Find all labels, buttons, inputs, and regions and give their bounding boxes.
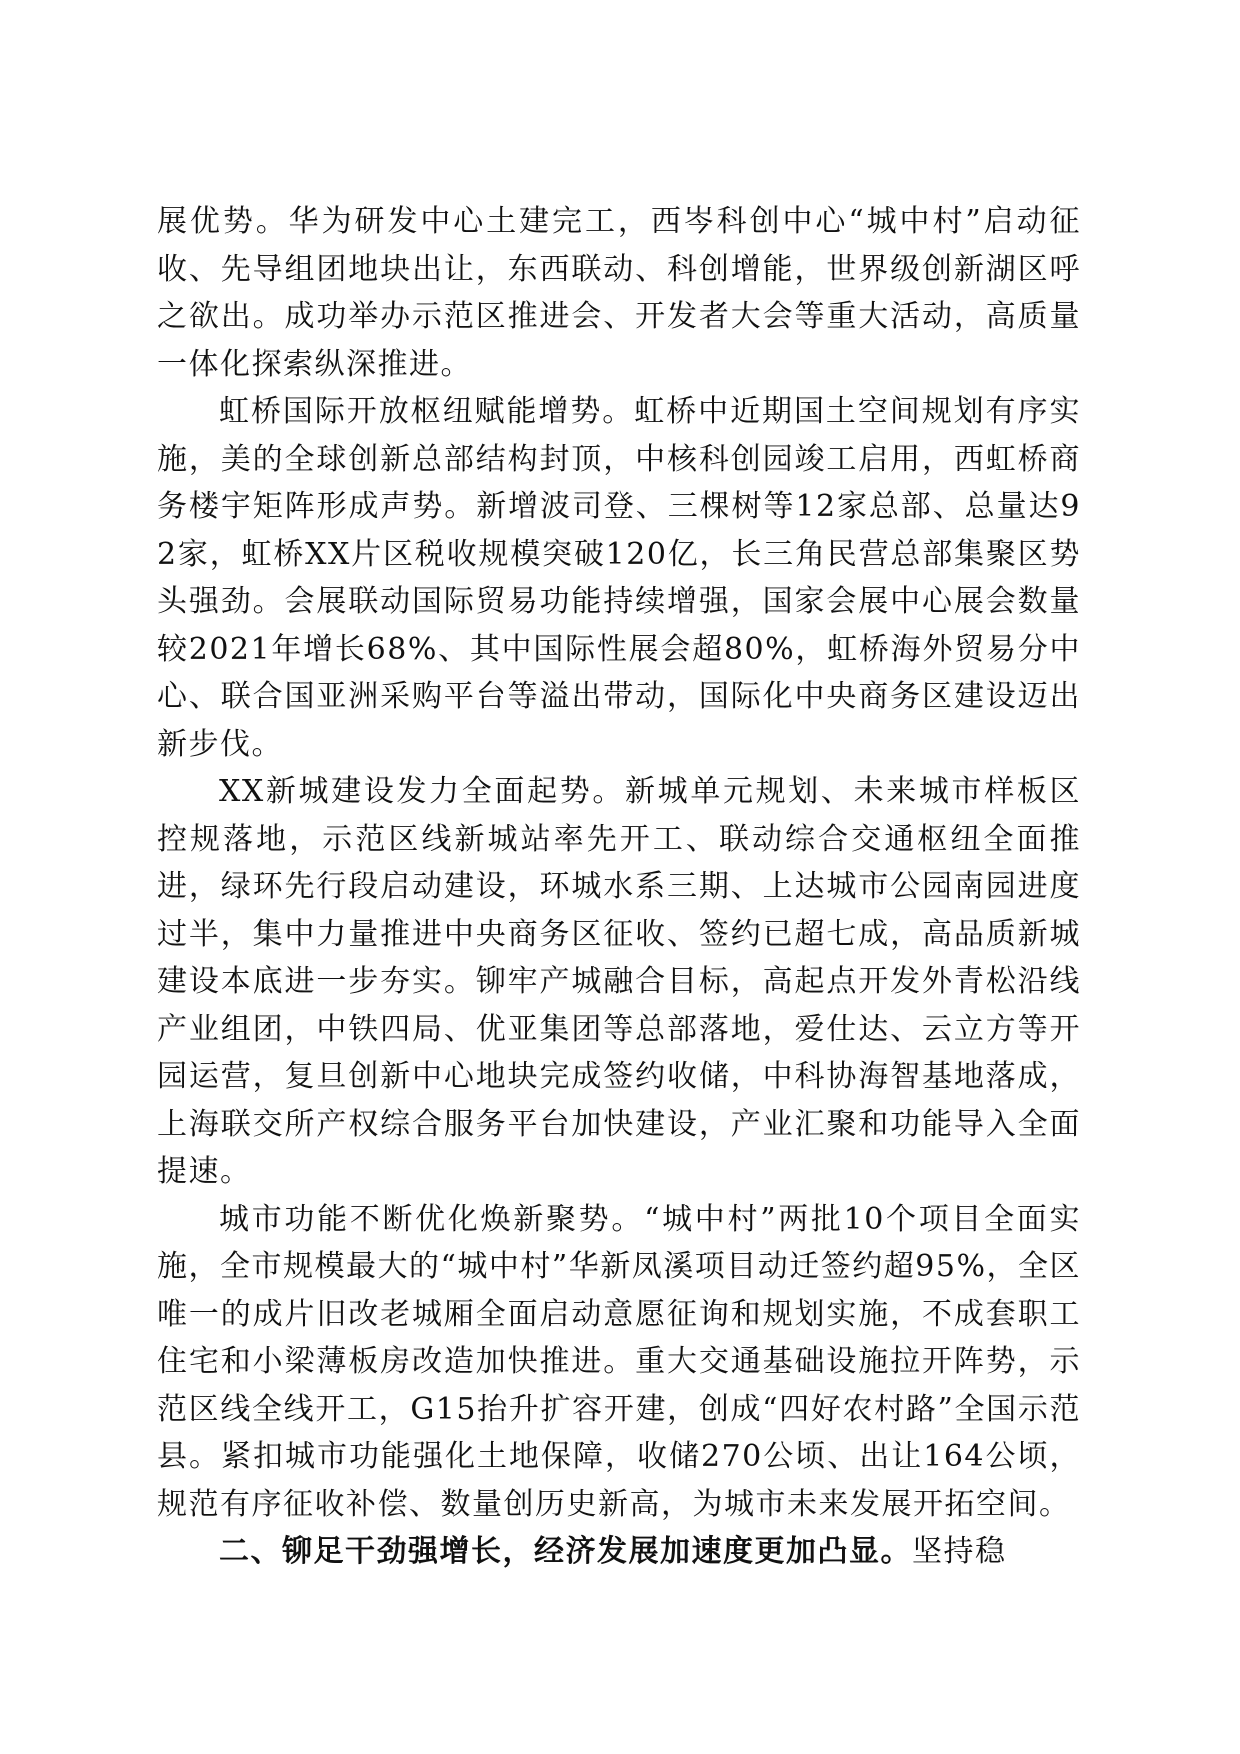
paragraph-continuation: 展优势。华为研发中心土建完工，西岑科创中心“城中村”启动征收、先导组团地块出让，东西联动、科创增能，世界级创新湖区呼之欲出。成功举办示范区推进会、开发者大会等重大活动，高质量一体化探索纵深推进。 — [157, 204, 1081, 382]
paragraph-hongqiao: 虹桥国际开放枢纽赋能增势。虹桥中近期国土空间规划有序实施，美的全球创新总部结构封顶，中核科创园竣工启用，西虹桥商务楼宇矩阵形成声势。新增波司登、三棵树等12家总部、总量达92家，虹桥XX片区税收规模突破120亿，长三角民营总部集聚区势头强劲。会展联动国际贸易功能持续增强，国家会展中心展会数量较2021年增长68%、其中国际性展会超80%，虹桥海外贸易分中心、联合国亚洲采购平台等溢出带动，国际化中央商务区建设迈出新步伐。 — [157, 394, 1081, 762]
document-body — [157, 198, 1081, 1576]
section-heading-continuation: 坚持稳 — [912, 1534, 1007, 1569]
section-heading-paragraph — [157, 1528, 1081, 1576]
paragraph-new-city: XX新城建设发力全面起势。新城单元规划、未来城市样板区控规落地，示范区线新城站率先开工、联动综合交通枢纽全面推进，绿环先行段启动建设，环城水系三期、上达城市公园南园进度过半，集中力量推进中央商务区征收、签约已超七成，高品质新城建设本底进一步夯实。铆牢产城融合目标，高起点开发外青松沿线产业组团，中铁四局、优亚集团等总部落地，爱仕达、云立方等开园运营，复旦创新中心地块完成签约收储，中科协海智基地落成，上海联交所产权综合服务平台加快建设，产业汇聚和功能导入全面提速。 — [157, 774, 1081, 1189]
section-heading: 二、铆足干劲强增长，经济发展加速度更加凸显。 — [219, 1534, 912, 1569]
paragraph-city-function: 城市功能不断优化焕新聚势。“城中村”两批10个项目全面实施，全市规模最大的“城中村”华新凤溪项目动迁签约超95%，全区唯一的成片旧改老城厢全面启动意愿征询和规划实施，不成套职工住宅和小梁薄板房改造加快推进。重大交通基础设施拉开阵势，示范区线全线开工，G15抬升扩容开建，创成“四好农村路”全国示范县。紧扣城市功能强化土地保障，收储270公顷、出让164公顷，规范有序征收补偿、数量创历史新高，为城市未来发展开拓空间。 — [157, 1201, 1081, 1522]
